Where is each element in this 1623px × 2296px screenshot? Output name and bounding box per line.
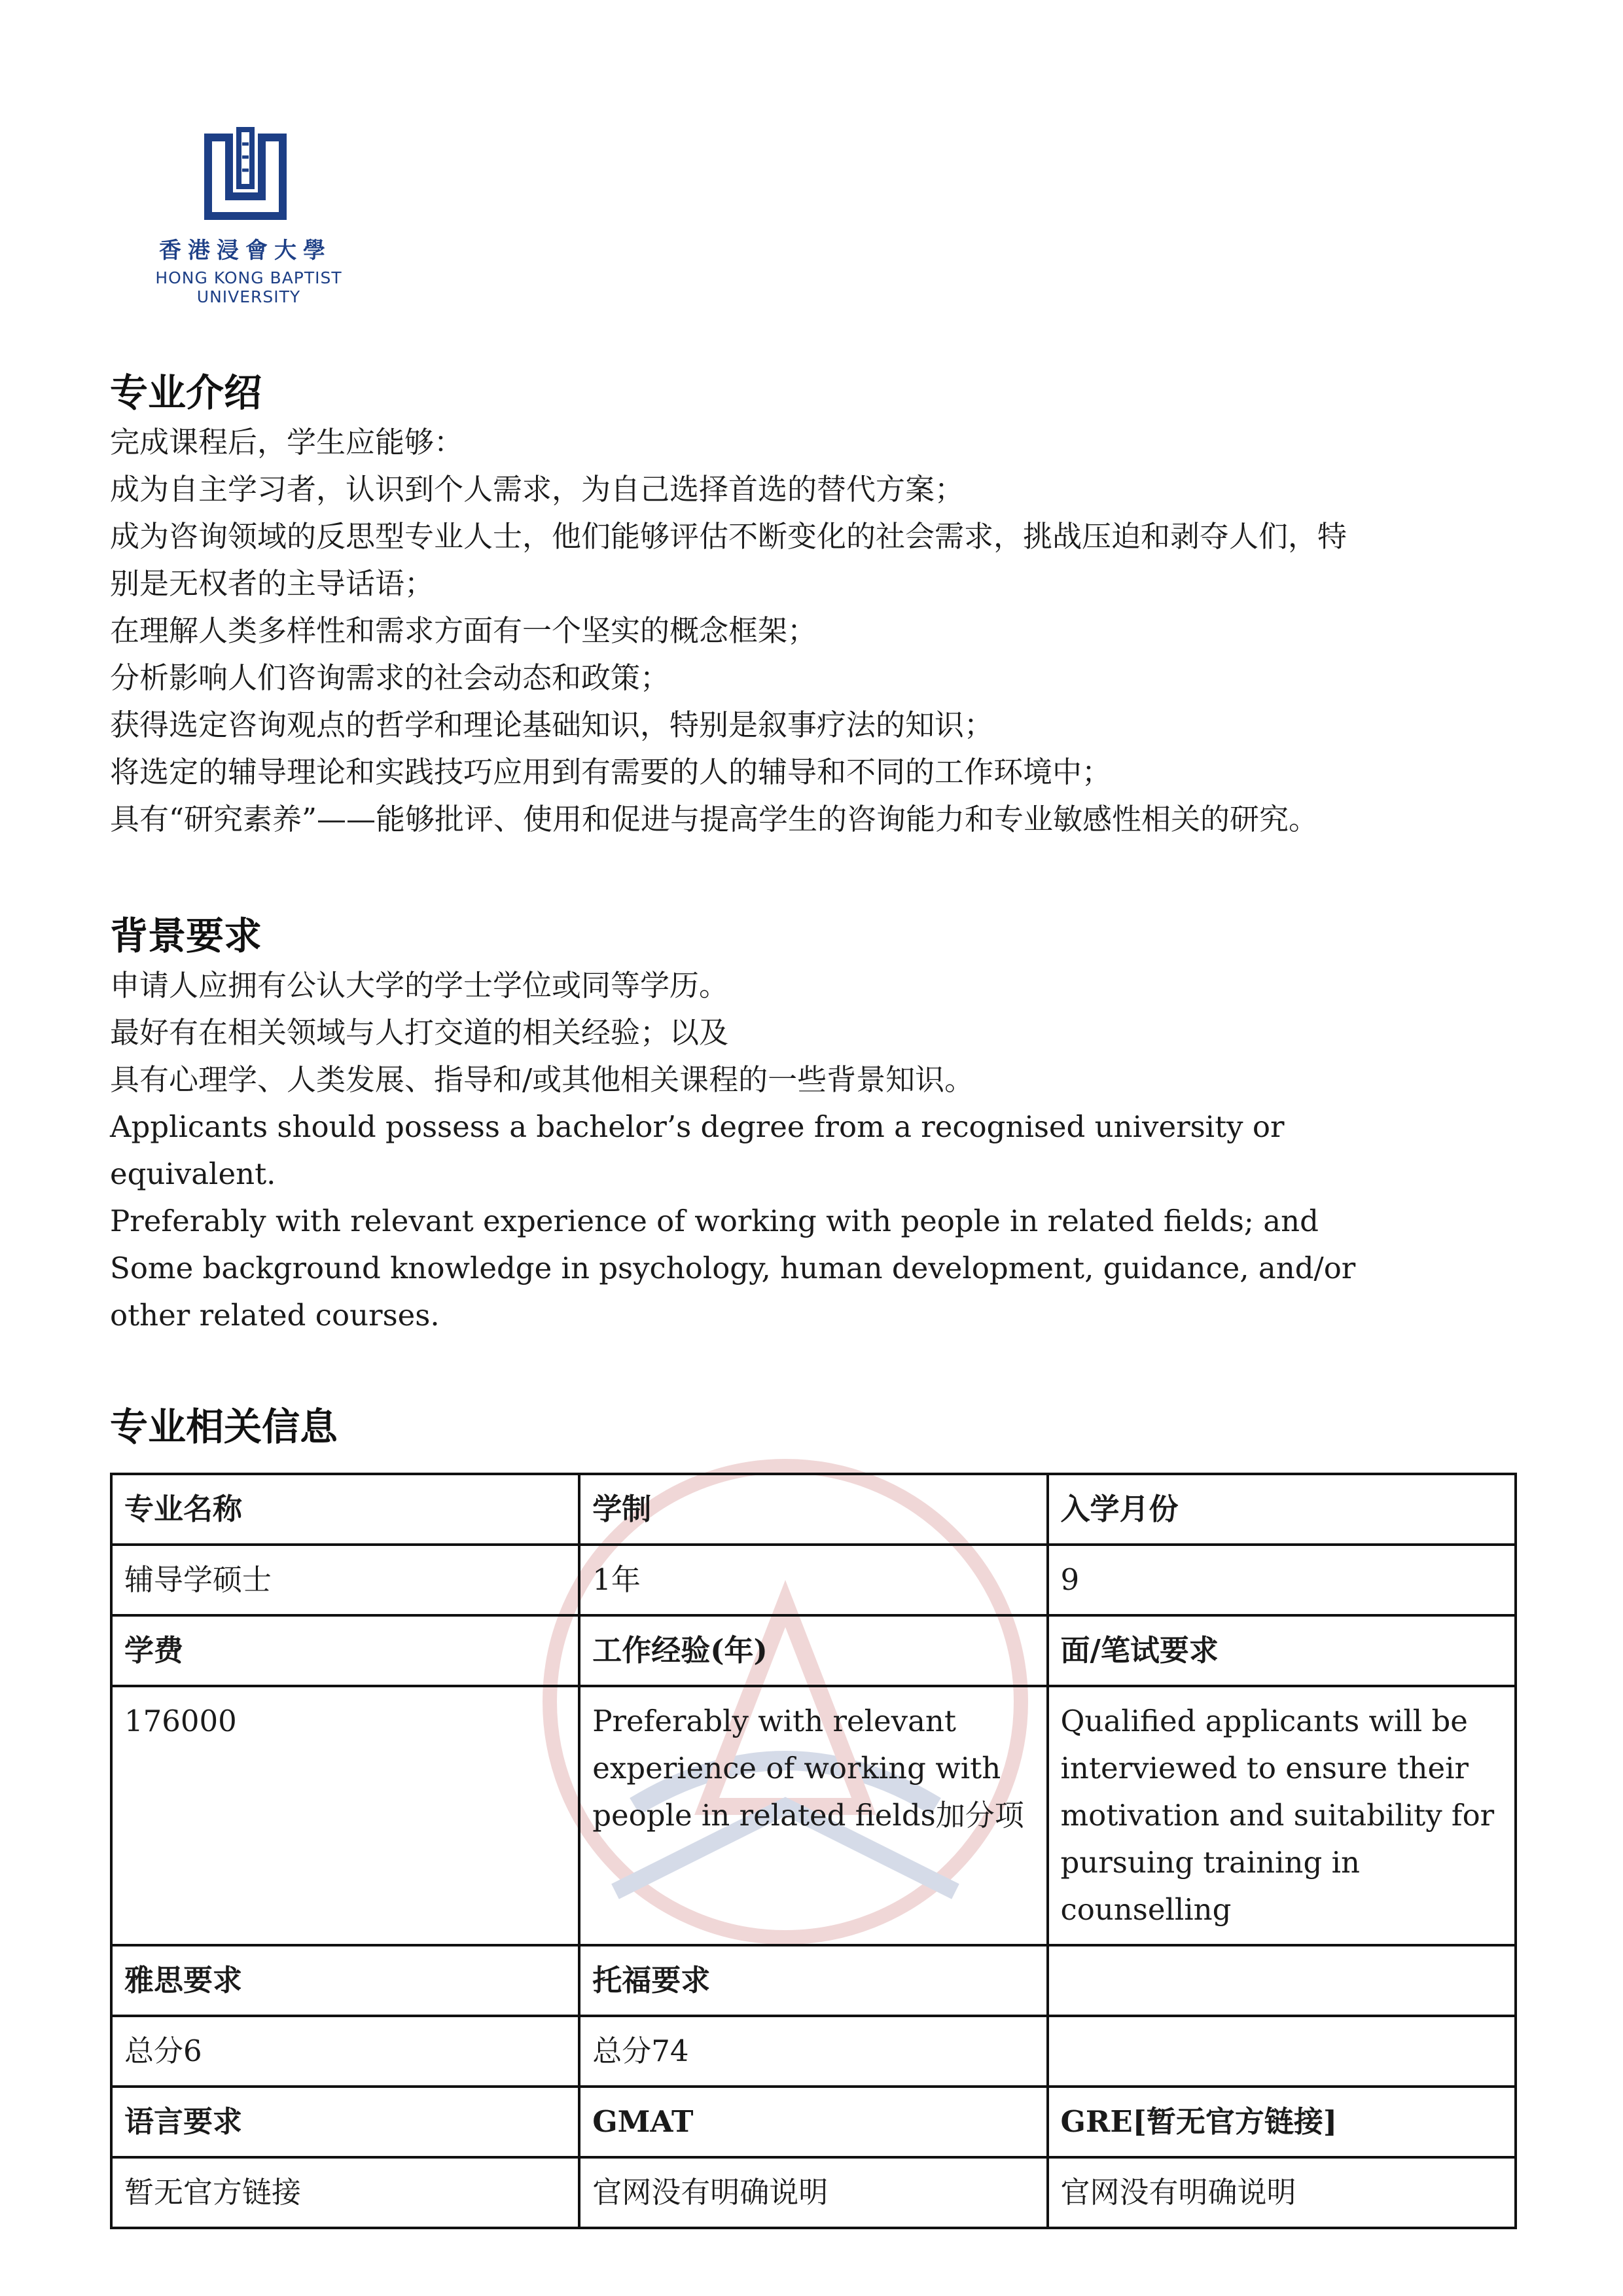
intro-line: 别是无权者的主导话语； — [110, 566, 435, 601]
university-logo — [105, 105, 386, 306]
table-cell: Qualified applicants will be interviewed to ensure their motivation and suitability for pursuing training in counselling — [1048, 1686, 1516, 1945]
logo-english-name: HONG KONG BAPTIST UNIVERSITY — [155, 268, 342, 306]
background-line: other related courses. — [110, 1298, 440, 1333]
table-cell: 总分6 — [111, 2016, 579, 2087]
table-cell: 176000 — [111, 1686, 579, 1945]
intro-heading: 专业介绍 — [110, 370, 262, 415]
intro-line: 完成课程后，学生应能够： — [110, 425, 464, 459]
table-header-row — [111, 2087, 1516, 2157]
table-header-cell: 托福要求 — [579, 1945, 1047, 2016]
table-header-row — [111, 1474, 1516, 1545]
table-header-cell: 语言要求 — [111, 2087, 579, 2157]
table-cell: Preferably with relevant experience of working with people in related fields加分项 — [579, 1686, 1047, 1945]
background-requirements-section — [110, 910, 1517, 1339]
background-line: Preferably with relevant experience of working with people in related fields; and — [110, 1204, 1319, 1238]
table-cell: 暂无官方链接 — [111, 2157, 579, 2228]
intro-line: 将选定的辅导理论和实践技巧应用到有需要的人的辅导和不同的工作环境中； — [110, 755, 1112, 789]
table-row — [111, 2157, 1516, 2228]
table-header-cell: 入学月份 — [1048, 1474, 1516, 1545]
info-heading: 专业相关信息 — [110, 1405, 338, 1449]
table-header-cell — [1048, 1945, 1516, 2016]
table-header-cell: GRE[暂无官方链接] — [1048, 2087, 1516, 2157]
logo-chinese-name: 香港浸會大學 — [159, 238, 332, 264]
background-line: Some background knowledge in psychology, human development, guidance, and/or — [110, 1251, 1356, 1285]
table-header-cell: 专业名称 — [111, 1474, 579, 1545]
program-intro-section — [110, 367, 1517, 843]
table-header-row — [111, 1615, 1516, 1686]
intro-line: 获得选定咨询观点的哲学和理论基础知识，特别是叙事疗法的知识； — [110, 708, 994, 742]
table-header-cell: 学费 — [111, 1615, 579, 1686]
background-line: Applicants should possess a bachelor’s degree from a recognised university or — [110, 1109, 1285, 1144]
hkbu-emblem-icon — [203, 124, 288, 223]
table-row — [111, 1686, 1516, 1945]
table-cell: 辅导学硕士 — [111, 1545, 579, 1615]
background-line: equivalent. — [110, 1157, 276, 1191]
table-row — [111, 2016, 1516, 2087]
table-header-cell: 工作经验(年) — [579, 1615, 1047, 1686]
table-cell: 官网没有明确说明 — [579, 2157, 1047, 2228]
intro-line: 具有“研究素养”——能够批评、使用和促进与提高学生的咨询能力和专业敏感性相关的研究。 — [110, 802, 1319, 836]
table-header-cell: 学制 — [579, 1474, 1047, 1545]
table-header-row — [111, 1945, 1516, 2016]
table-header-cell: GMAT — [579, 2087, 1047, 2157]
background-heading: 背景要求 — [110, 914, 262, 958]
table-header-cell: 雅思要求 — [111, 1945, 579, 2016]
intro-line: 成为咨询领域的反思型专业人士，他们能够评估不断变化的社会需求，挑战压迫和剥夺人们，特 — [110, 519, 1347, 554]
intro-line: 在理解人类多样性和需求方面有一个坚实的概念框架； — [110, 613, 817, 648]
background-line: 具有心理学、人类发展、指导和/或其他相关课程的一些背景知识。 — [110, 1062, 974, 1097]
intro-line: 成为自主学习者，认识到个人需求，为自己选择首选的替代方案； — [110, 472, 965, 507]
table-cell — [1048, 2016, 1516, 2087]
table-cell: 9 — [1048, 1545, 1516, 1615]
program-info-table — [110, 1473, 1517, 2229]
table-header-cell: 面/笔试要求 — [1048, 1615, 1516, 1686]
background-line: 最好有在相关领域与人打交道的相关经验；以及 — [110, 1015, 729, 1050]
table-cell: 总分74 — [579, 2016, 1047, 2087]
background-line: 申请人应拥有公认大学的学士学位或同等学历。 — [110, 968, 729, 1003]
table-cell: 1年 — [579, 1545, 1047, 1615]
table-row — [111, 1545, 1516, 1615]
table-cell: 官网没有明确说明 — [1048, 2157, 1516, 2228]
intro-line: 分析影响人们咨询需求的社会动态和政策； — [110, 660, 670, 695]
